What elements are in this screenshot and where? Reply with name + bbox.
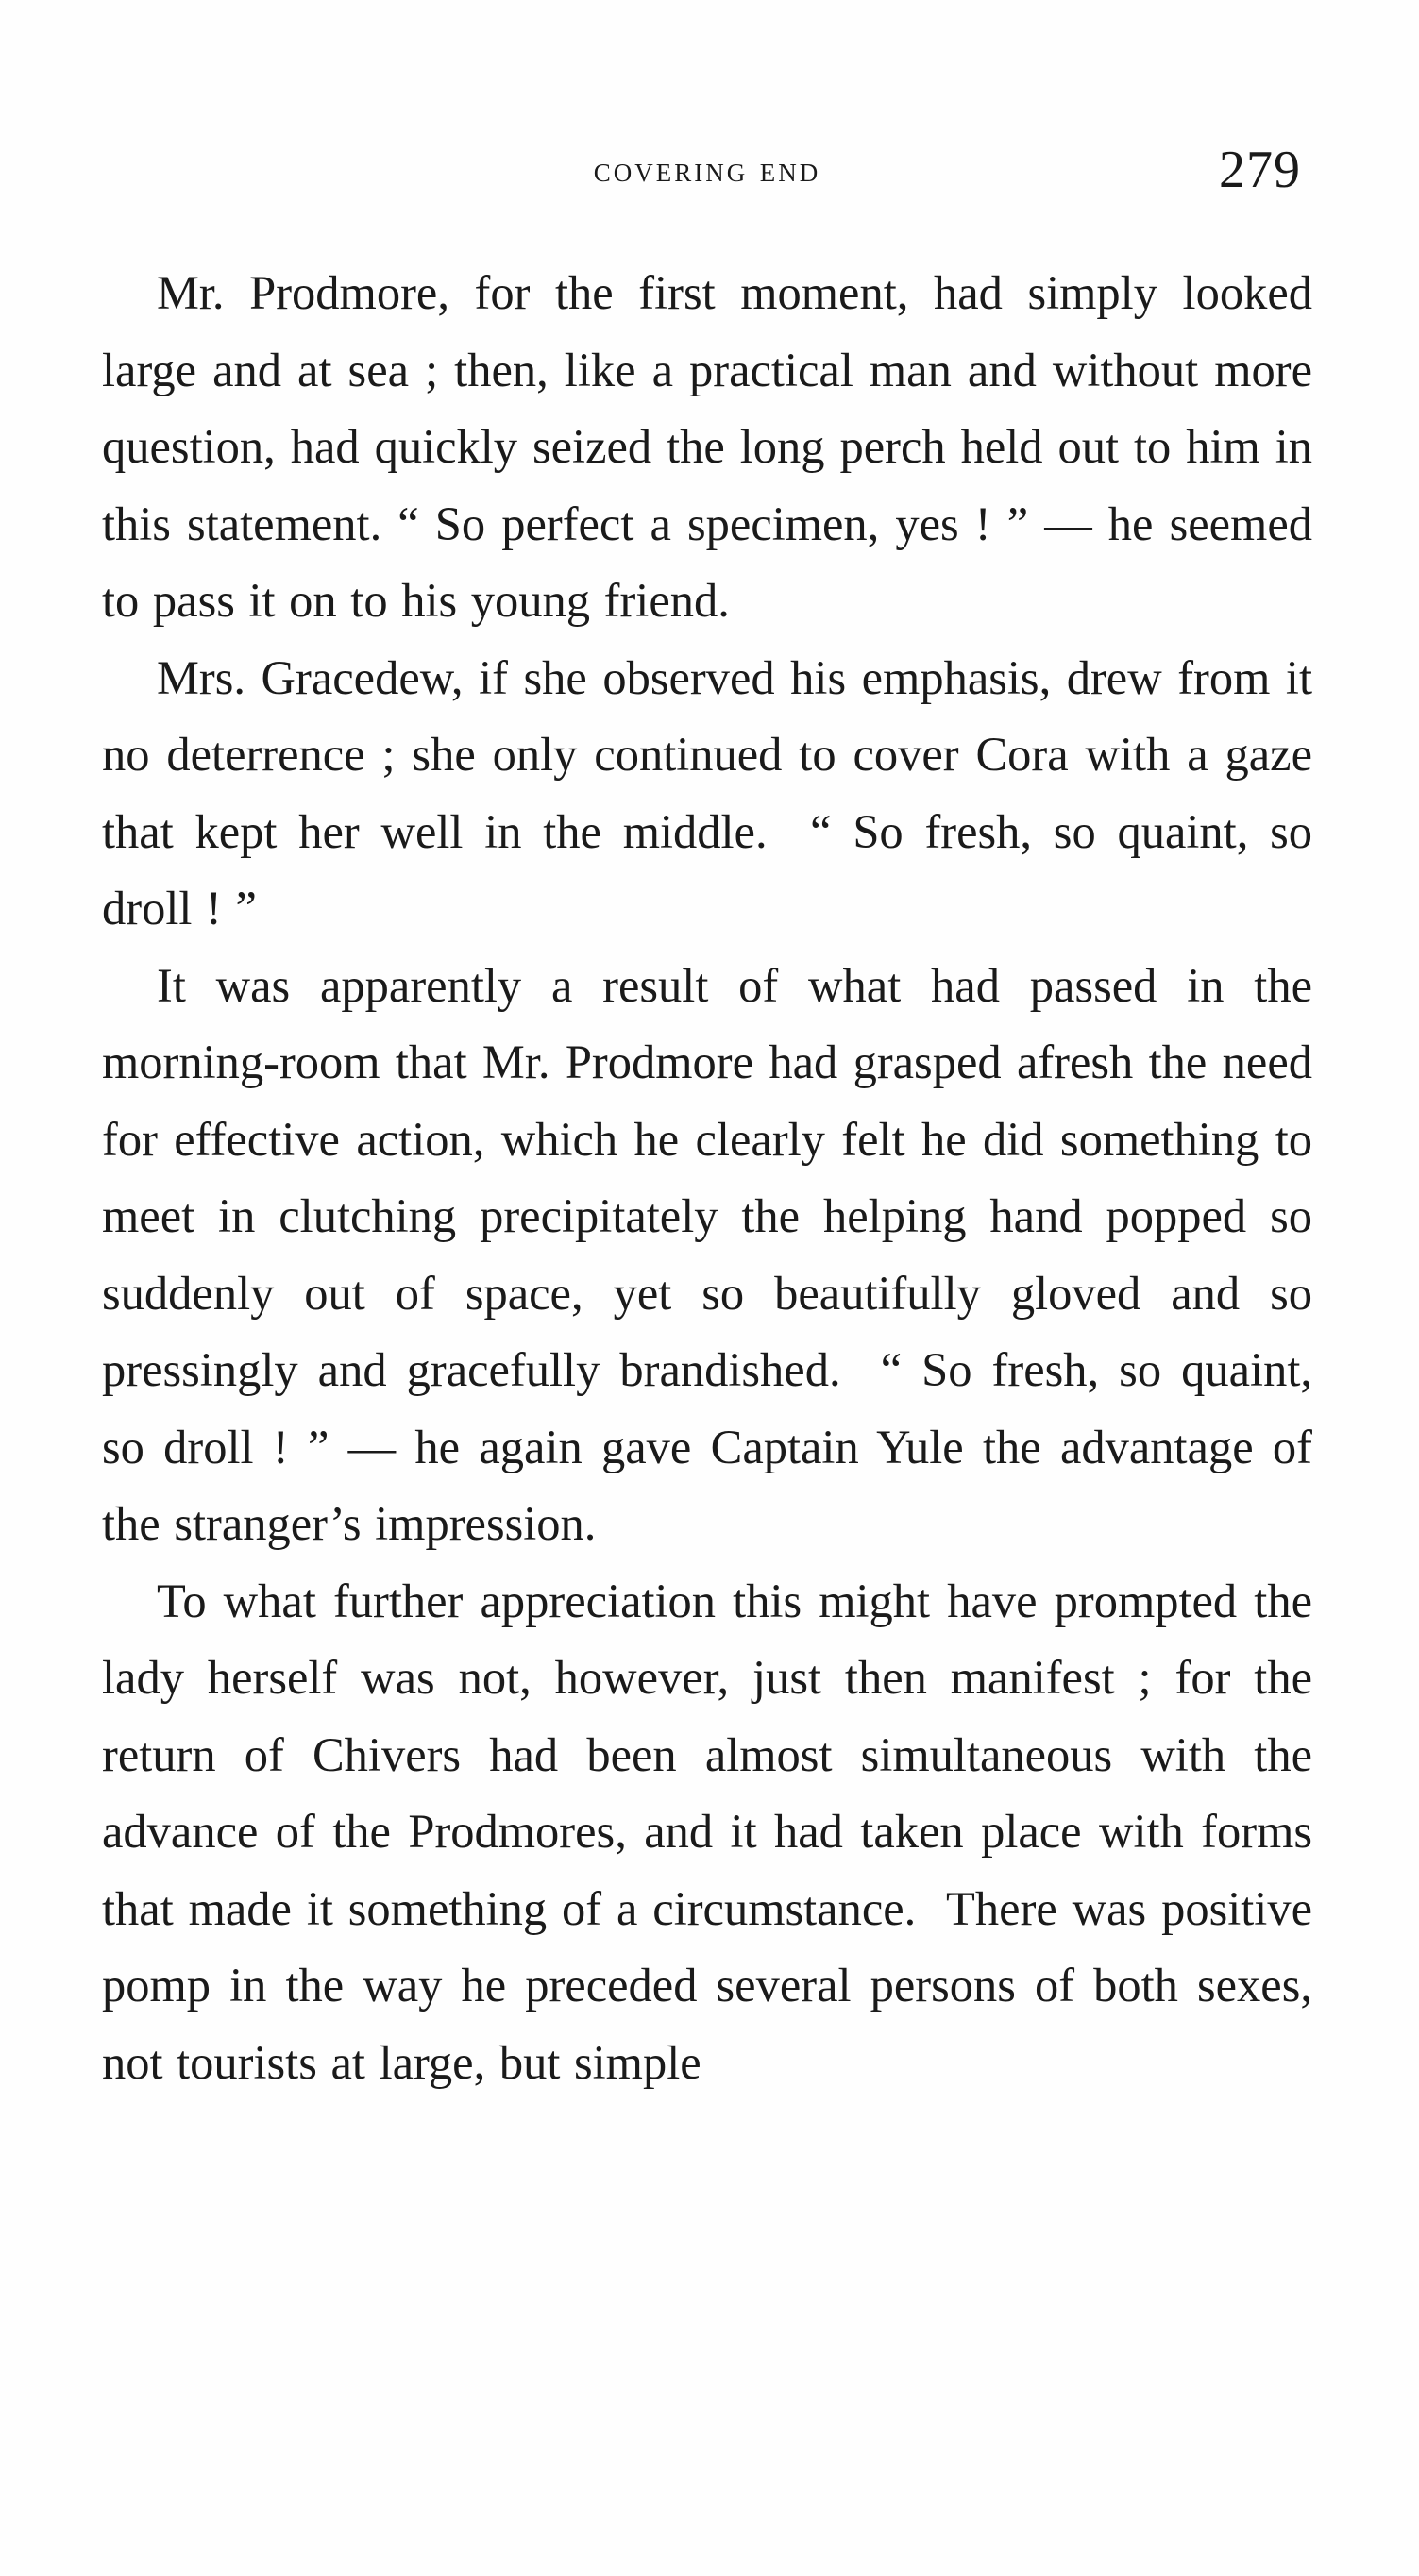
paragraph-4: To what further appreciation this might have prompted the lady herself was not, however, just then manifest ; for the return of Chivers had been almost simultaneous with the advance of the Prodmores, and it had taken place with forms that made it something of a circumstance. There was positive pomp in the way he preceded several persons of both sexes, not tourists at large, but simple	[102, 1574, 1312, 2089]
paragraph-3: It was apparently a result of what had passed in the morning-room that Mr. Prodmore had grasped afresh the need for effective action, which he clearly felt he did something to meet in clutching precipitately the helping hand popped so suddenly out of space, yet so beautifully gloved and so pressingly and gracefully brandished. “ So fresh, so quaint, so droll ! ” — he again gave Captain Yule the advantage of the stranger’s impression.	[102, 958, 1312, 1550]
running-title: covering end	[593, 150, 821, 190]
body-text	[102, 255, 1312, 2101]
paragraph-2: Mrs. Gracedew, if she observed his emphasis, drew from it no deterrence ; she only continued to cover Cora with a gaze that kept her well in the middle. “ So fresh, so quaint, so droll ! ”	[102, 650, 1312, 934]
paragraph-1: Mr. Prodmore, for the first moment, had simply looked large and at sea ; then, like a practical man and without more question, had quickly seized the long perch held out to him in this statement. “ So perfect a specimen, yes ! ” — he seemed to pass it on to his young friend.	[102, 266, 1312, 627]
page-number: 279	[1219, 141, 1301, 199]
running-head	[102, 140, 1312, 206]
